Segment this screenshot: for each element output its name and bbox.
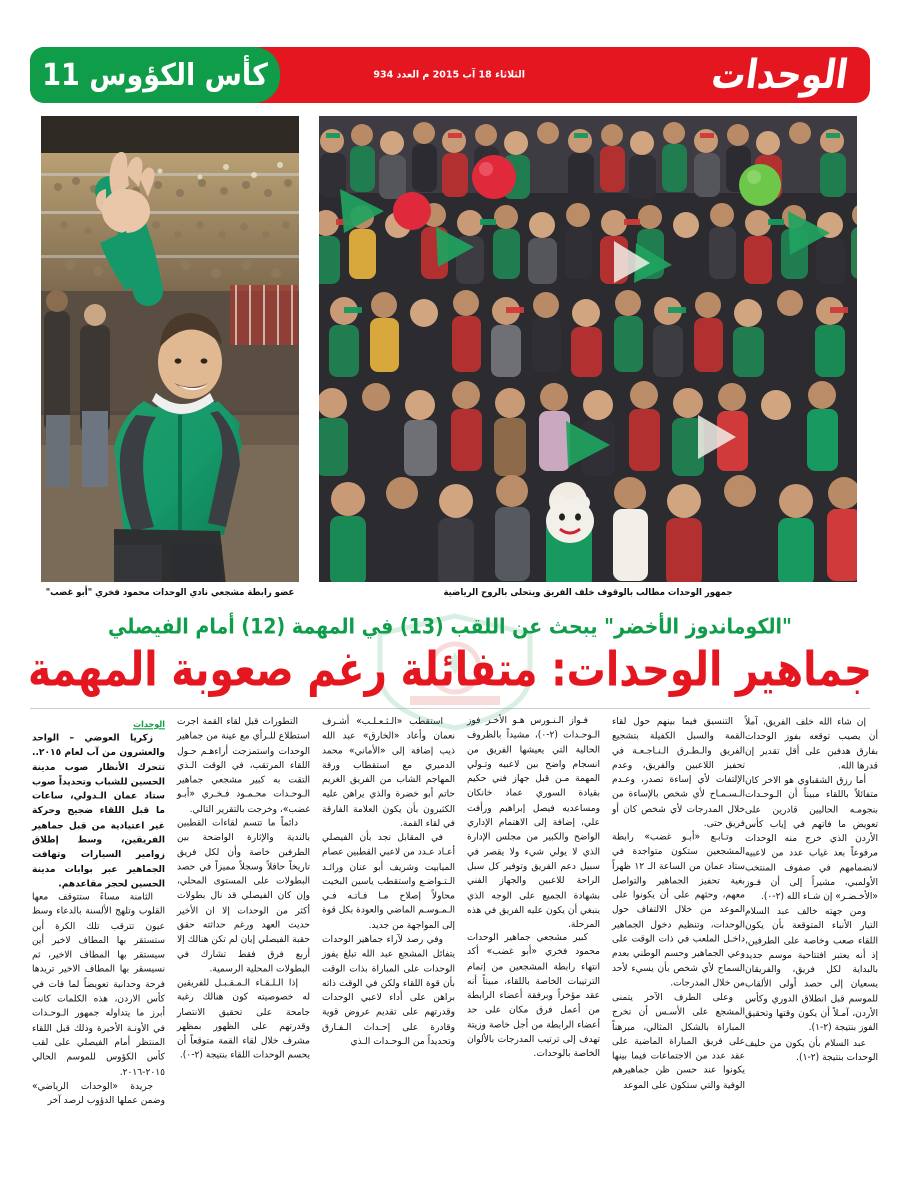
paragraph: إن شاء الله خلف الفريق، آملاً أن يصيب توقعه بفوز الوحدات بفارق هدفين على أقل تقدير إن قدرها الله. — [745, 717, 878, 772]
section-label: كأس الكؤوس 11 — [42, 57, 268, 93]
paragraph: ومن جهته خالف عبد السلام التيار الأنباء المتوقعة بأن يكون اللقاء صعب وخاصة على الطرفين، إذ أنه يعتبر افتتاحية موسم جديد بالبداية لكل فريق، والفريقان يسعيان إلى حصد أولى الألقاب للموسم قبل انطلاق الدوري وكأس الأردن، آمـلاً أن يكون وقتها وتحقيق الفوز بنتيجة (٢-١). — [745, 906, 878, 1034]
paragraph: عبد السلام بأن يكون من حليف الوحدات بنتيجة (٢-١). — [745, 1038, 878, 1064]
paragraph: إذا الـلـقـاء الـمـقـبـل للفريقين له خصوصيته كون هنالك رغبة جامحة على تحقيق الانتصار وقدرتهم على الظهور بمظهر مشرف خلال لقاء القمة متوقعاً أن يحسم الوحدات اللقاء بنتيجة (٢-٠). — [177, 978, 310, 1062]
paper-title: الوحدات — [708, 51, 852, 99]
paragraph: في المقابل نجد بأن الفيصلي أعـاد عـدد من لاعبي القطبين عصام الميابيت وشريف أبو عنان ورائـد الـتـواضـع واستقطب ياسين البخيت محاولاً إصلاح مـا فـاتـه فـي الـمـوسـم الماضي والعودة بكل قوة إلى المواجهة من جديد. — [321, 833, 455, 932]
article-column-6 — [745, 716, 878, 1164]
paragraph: كبير مشجعي جماهير الوحدات محمود فخري «أبو غضب» أكد انتهاء رابطة المشجعين من إتمام الترتيبات الخاصة باللقاء، مبيناً أنه عقد مؤخراً وبرفقة أعضاء الرابطة من أعمل فرق مكان على حد أعضاء الرابطة من أجل خاصة وزيتة تهدف إلى ترتيب المدرجات بالألوان الخاصة بالوحدات. — [467, 933, 600, 1061]
masthead-bar — [30, 47, 870, 103]
paragraph: الثامنة مساءً ستتوقف معها القلوب وتلهج الألسنة بالدعاء وسط عيون تترقب تلك الكرة أين ستستقر بها المطاف لاخير أين سيستقر بها المطاف الاخير، ثم نسيسقر بها المطاف الاخير تريدها فرحة وحدانية تعويضاً لما فات في كأس الاردن، هذه الكلمات كانت أبرز ما يتداوله جمهور الـوحـدات في الأونـة الأخيرة وذلك قبل اللقاء المنتظر أمام الفيصلي على لقب كأس الكؤوس للموسم الحالي ٢٠١٥-٢٠١٦. — [32, 892, 165, 1078]
article-columns — [20, 716, 882, 1164]
section-badge — [30, 47, 280, 103]
balloon-red — [472, 155, 516, 199]
fans-photo-caption: جمهور الوحدات مطالب بالوقوف خلف الفريق ويتحلى بالروح الرياضية — [443, 587, 733, 599]
headline-kicker: "الكوماندوز الأخضر" يبحث عن اللقب (13) في المهمة (12) أمام الفيصلي — [108, 614, 792, 640]
paragraph: وتـابـع «أبـو غضب» رابطة المشجعين ستكون متواجدة في ستاد عمان من الساعة الـ ١٢ ظهراً بغية تحفيز الجماهير والتواصل معهم، وحثهم على أن يكونوا على الموعد من خلال الالتفاف حول الوحدات، وتنظيم دخول الجماهير داخـل الملعب في ذات الوقت على وعي الجماهير وحسم الوطني بعدم السماح لأي شخص بأن يسيء لأحد من خلال المدرجات. — [612, 832, 745, 989]
page-title: جماهير الوحدات: متفائلة رغم صعوبة المهمة — [27, 643, 873, 698]
coach-photo-caption: عضو رابطة مشجعي نادي الوحدات محمود فخري "أبو غضب" — [45, 587, 295, 599]
issue-date-line: الثلاثاء 18 آب 2015 م العدد 934 — [373, 69, 525, 81]
balloon-green — [739, 164, 781, 206]
fans-crowd-photo — [318, 115, 858, 583]
article-column-5 — [612, 716, 745, 1164]
article-column-4 — [467, 716, 600, 1164]
coach-waving-photo — [40, 115, 300, 583]
paragraph: زكريا العوضي – الواحد والعشرون من آب لعام ٢٠١٥.. تتحرك الأنظار صوب مدينة الحسين للشباب وتحديداً صوب ستاد عمان الـدولي، ساعات ما قبل اللقاء ضجيج وحركة غير اعتيادية من قبل جماهير الفريقين، وسط إطلاق زوامير السيارات وتهافت الجماهير عبر بوابات مدينة الحسين لحجز مقاعدهم. — [32, 733, 165, 890]
paragraph: التطورات قبل لقاء القمة اجرت استطلاع للـرأي مع عينة من جماهير الوحدات واستمزجت أراءهـم حـول اللقاء المرتقب، في الوقت الـذي التقت به كبير مشجعي جماهير الـوحـدات محـمـود فـخـري «أبـو غضب»، وخرجت بالتقرير التالي. — [177, 717, 310, 815]
article-column-1 — [32, 716, 165, 1164]
paragraph: استقطب «الـثـعـلـب» أشـرف نعمان وأعاد «الخارق» عبد الله ذيب إضافة إلى «الأماني» محمد الدميري مع استقطاب ورقة المهاجم الشاب من الفريق الغريم حاتم أبو خضرة والذي يراهن عليه الكثيرون بأن يكون العلامة الفارقة في لقاء القمة. — [322, 716, 455, 830]
paragraph: وعلى الطرف الآخر يتمنى المشجع على الأسـس أن تخرج المباراة بالشكل المثالي، مبرهناً على فريق المباراة الماضية على عقد عدد من الاجتماعات فيما بينها يكونوا عند حسن ظن جماهيرهم الوفية والتي ستكون على الموعد — [612, 992, 745, 1091]
paragraph: جريدة «الوحدات الرياضي» وضمن عملها الدؤوب لرصد آخر — [32, 1081, 165, 1107]
paragraph: أما رزق الشقباوي هو الاخر كان متفائلاً باللقاء مبيناً أن الـوحـدات بنجومـه الحاليين قادرين على تعويض ما فاتهم في إياب كأس الأردن الذي خرج منه الوحدات مرفوعاً بعد غياب عدد من لاعبيه لانضمامهم في صفوف المنتخب الأولمبي، مشيراً إلى أن فـوز «الأخـضـر» إن شـاء الله (٢-٠). — [745, 775, 878, 903]
article-column-3 — [322, 716, 455, 1164]
coach-photo-graphic — [40, 115, 300, 583]
paragraph: فـواز الـنـورس هـو الأخـر فوز الـوحـدات (٢-٠)، مشيداً بالظروف الحالية التي يعيشها الفريق من انسجام واضح بين لاعبيه وتـولي المهمة مـن قبل جهاز فني حكيم بقيادة السوري عماد خانكان ومساعديه فيصل إبراهيم ورأفت علي، إضافة إلى الاهتمام الإداري الواضح والكبير من مجلس الإدارة الذي لا يولي شيء ولا يقصر في سبيل دعم الفريق وتوفير كل سبل الراحة للاعبين والجهاز الفني بشهادة الجميع على الوجه الذي ينبغي أن يكون عليه الفريق في هذه المرحلة. — [467, 715, 600, 931]
byline-label: الوحدات — [133, 719, 165, 730]
paragraph: دائماً ما تتسم لقاءات القطبين بالندية والإثارة الواضحة بين الطرفين خاصة وأن لكل فريق تاريخاً حافلاً وسجلاً مميزاً في حصد البطولات على المستوى المحلي، وإن كان الفيصلي قد نال بطولات أكثر من الوحدات إلا ان الأخير حديث العهد ورغم حداثته حقق حقبة الفيصلي إيان لم تكن هنالك إلا أربع فرق فقط تشارك في البطولات المحلية الرسمية. — [177, 818, 310, 975]
paragraph: التنسيق فيما بينهم حول لقاء القمة والسبل الكفيلة بتشجيع الفريق والـطـرق الـنـاجـعـة في تحفيز اللاعبين والفريق، وعدم الإلتفات لأي إساءة تصدر، وعـدم الـسـمـاح لأي شخص بالإساءة من خلال المدرجات لأي شخص كان أو فريق حتى. — [612, 716, 745, 830]
paragraph: وفي رصد لآراء جماهير الوحدات يتفائل المشجع عبد الله تبلغ يفوز الوحدات على المباراة بذات الوقت بأن قوة اللقاء ولكن في الوقت ذاته براهن على أداء لاعبي الوحدات وقدرتهم على تقديم عروض قوية وقادرة على إحـداث الـفـارق وتحديداً من الـوحـدات الـذي — [322, 935, 455, 1048]
crowd-photo-graphic — [318, 115, 858, 583]
article-column-2 — [177, 716, 310, 1164]
